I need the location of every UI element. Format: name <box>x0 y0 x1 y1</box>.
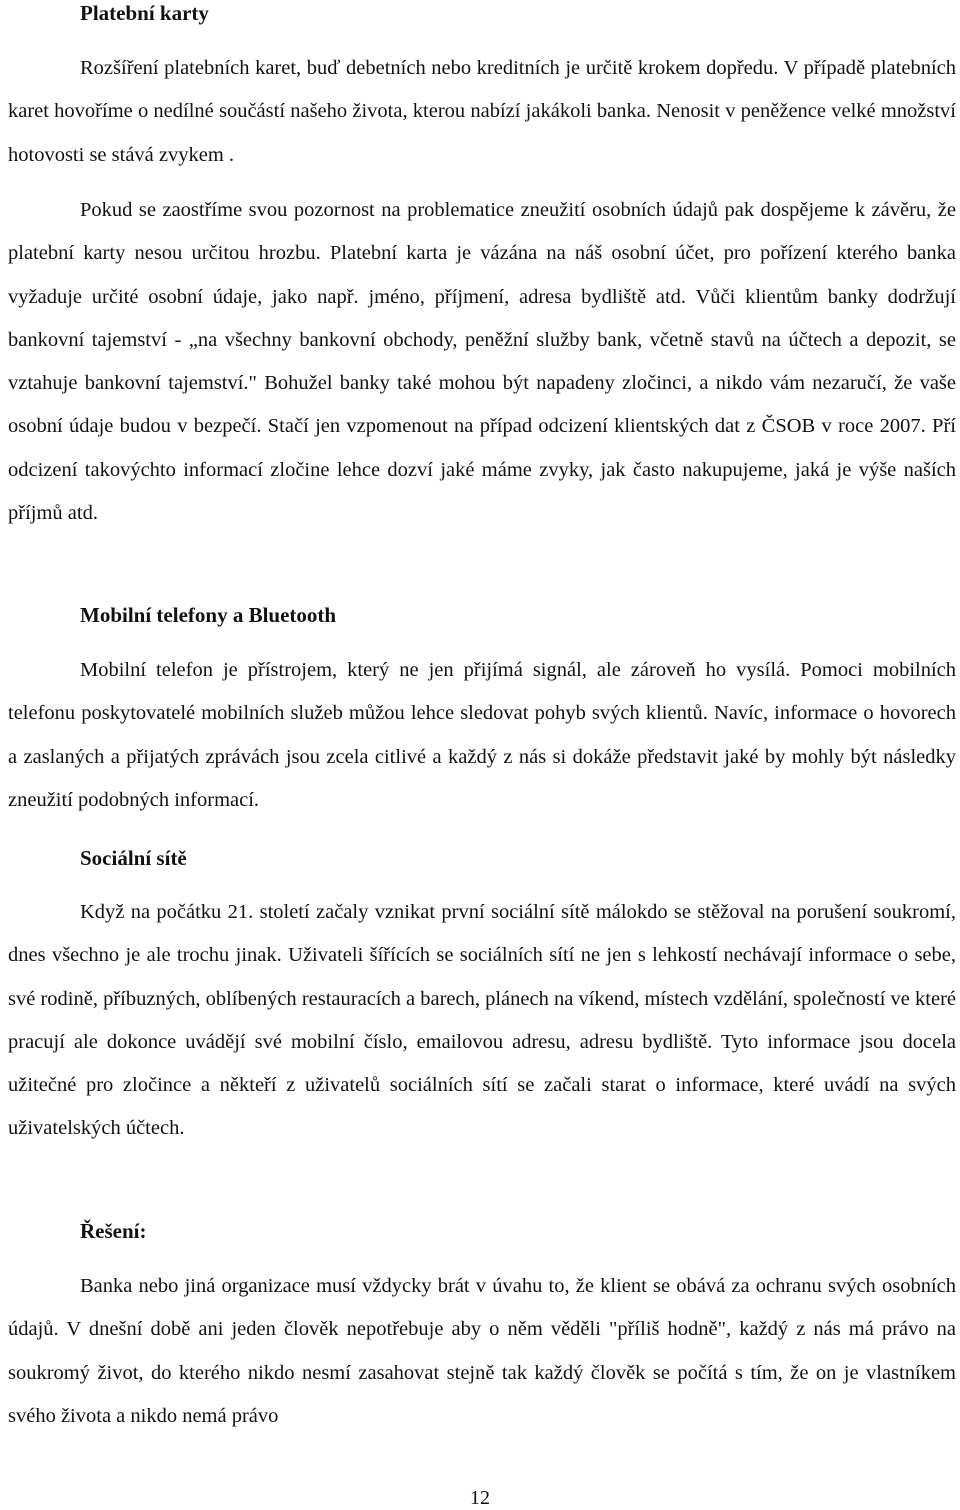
heading-mobilni-telefony: Mobilní telefony a Bluetooth <box>80 603 337 627</box>
paragraph-platebni-karty-2: Pokud se zaostříme svou pozornost na problematice zneužití osobních údajů pak dospějeme k závěru, že platební karty nesou určitou hrozbu. Platební karta je vázána na náš osobní účet, pro pořízení kterého banka vyžaduje určité osobní údaje, jako např. jméno, příjmení, adresa bydliště atd. Vůči klientům banky dodržují bankovní tajemství - „na všechny bankovní obchody, peněžní služby bank, včetně stavů na účtech a depozit, se vztahuje bankovní tajemství." Bohužel banky také mohou být napadeny zločinci, a nikdo vám nezaručí, že vaše osobní údaje budou v bezpečí. Stačí jen vzpomenout na případ odcizení klientských dat z ČSOB v roce 2007. Pří odcizení takovýchto informací zločine lehce dozví jaké máme zvyky, jak často nakupujeme, jaká je výše naších příjmů atd. <box>8 199 956 525</box>
page-number: 12 <box>470 1487 490 1509</box>
paragraph-socialni-site: Když na počátku 21. století začaly vznikat první sociální sítě málokdo se stěžoval na porušení soukromí, dnes všechno je ale trochu jinak. Uživateli šířících se sociálních sítí ne jen s lehkostí nechávají informace o sebe, své rodině, příbuzných, oblíbených restauracích a barech, plánech na víkend, místech vzdělání, společností ve které pracují ale dokonce uvádějí své mobilní číslo, emailovou adresu, adresu bydliště. Tyto informace jsou docela užitečné pro zločince a někteří z uživatelů sociálních sítí se začali starat o informace, které uvádí na svých uživatelských účtech. <box>8 901 956 1140</box>
heading-reseni: Řešení: <box>80 1219 147 1243</box>
paragraph-mobilni-telefony: Mobilní telefon je přístrojem, který ne jen přijímá signál, ale zároveň ho vysílá. Pomoci mobilních telefonu poskytovatelé mobilních služeb můžou lehce sledovat pohyb svých klientů. Navíc, informace o hovorech a zaslaných a přijatých zprávách jsou zcela citlivé a každý z nás si dokáže představit jaké by mohly být následky zneužití podobných informací. <box>8 659 956 811</box>
heading-socialni-site: Sociální sítě <box>80 846 187 870</box>
paragraph-platebni-karty-1: Rozšíření platebních karet, buď debetních nebo kreditních je určitě krokem dopředu. V případě platebních karet hovoříme o nedílné součástí našeho života, kterou nabízí jakákoli banka. Nenosit v peněžence velké množství hotovosti se stává zvykem . <box>8 57 956 166</box>
paragraph-reseni: Banka nebo jiná organizace musí vždycky brát v úvahu to, že klient se obává za ochranu svých osobních údajů. V dnešní době ani jeden člověk nepotřebuje aby o něm věděli "příliš hodně", každý z nás má právo na soukromý život, do kterého nikdo nesmí zasahovat stejně tak každý člověk se počítá s tím, že on je vlastníkem svého života a nikdo nemá právo <box>8 1275 956 1427</box>
heading-platebni-karty: Platební karty <box>80 1 209 25</box>
